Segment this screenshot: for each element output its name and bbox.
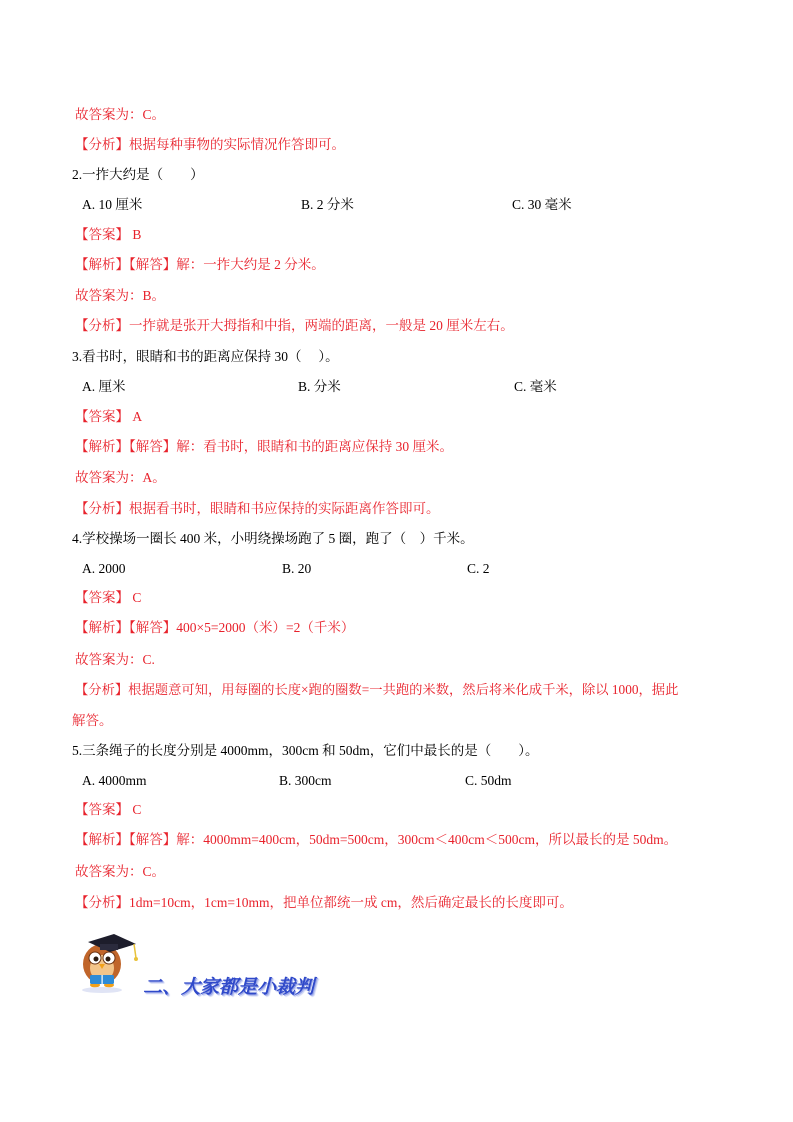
question-5-analysis: 【分析】1dm=10cm，1cm=10mm，把单位都统一成 cm，然后确定最长的长度即可。 <box>75 895 573 910</box>
question-3-option-c: C. 毫米 <box>514 379 557 394</box>
question-4-analysis: 【分析】根据题意可知，用每圈的长度×跑的圈数=一共跑的米数，然后将米化成千米，除以 1000，据此 <box>75 682 679 697</box>
question-2-option-a: A. 10 厘米 <box>82 197 143 212</box>
question-2-option-c: C. 30 毫米 <box>512 197 572 212</box>
question-3-answer: 【答案】 A <box>75 409 143 424</box>
question-3: 3.看书时，眼睛和书的距离应保持 30（ ）。 <box>72 349 339 364</box>
question-3-option-a: A. 厘米 <box>82 379 126 394</box>
section-title: 二、大家都是小裁判 <box>143 976 315 998</box>
question-5-conclusion: 故答案为：C。 <box>75 864 166 879</box>
question-3-conclusion: 故答案为：A。 <box>75 470 166 485</box>
question-4-explanation: 【解析】【解答】400×5=2000（米）=2（千米） <box>75 620 355 635</box>
question-2-conclusion: 故答案为：B。 <box>75 288 166 303</box>
conclusion-line: 故答案为：C。 <box>75 107 166 122</box>
question-2-analysis: 【分析】一拃就是张开大拇指和中指，两端的距离，一般是 20 厘米左右。 <box>75 318 514 333</box>
analysis-line: 【分析】根据每种事物的实际情况作答即可。 <box>75 137 345 152</box>
owl-graduate-icon <box>78 922 140 994</box>
question-3-explanation: 【解析】【解答】解：看书时，眼睛和书的距离应保持 30 厘米。 <box>75 439 453 454</box>
question-5-option-c: C. 50dm <box>465 773 512 788</box>
question-2-answer: 【答案】 B <box>75 227 142 242</box>
question-4-analysis-cont: 解答。 <box>72 713 113 728</box>
question-2-explanation: 【解析】【解答】解：一拃大约是 2 分米。 <box>75 257 325 272</box>
question-2-option-b: B. 2 分米 <box>301 197 354 212</box>
question-5-explanation: 【解析】【解答】解：4000mm=400cm，50dm=500cm，300cm＜400cm＜500cm，所以最长的是 50dm。 <box>75 832 678 847</box>
question-4-conclusion: 故答案为：C. <box>75 652 155 667</box>
question-3-analysis: 【分析】根据看书时，眼睛和书应保持的实际距离作答即可。 <box>75 501 440 516</box>
question-4-option-c: C. 2 <box>467 561 490 576</box>
question-3-option-b: B. 分米 <box>298 379 341 394</box>
question-5-answer: 【答案】 C <box>75 802 142 817</box>
question-4-option-a: A. 2000 <box>82 561 126 576</box>
question-4-option-b: B. 20 <box>282 561 312 576</box>
question-4-answer: 【答案】 C <box>75 590 142 605</box>
question-5-option-b: B. 300cm <box>279 773 332 788</box>
question-5: 5.三条绳子的长度分别是 4000mm，300cm 和 50dm，它们中最长的是（ ）。 <box>72 743 539 758</box>
question-4: 4.学校操场一圈长 400 米，小明绕操场跑了 5 圈，跑了（ ）千米。 <box>72 531 474 546</box>
question-5-option-a: A. 4000mm <box>82 773 147 788</box>
question-2: 2.一拃大约是（ ） <box>72 167 204 182</box>
